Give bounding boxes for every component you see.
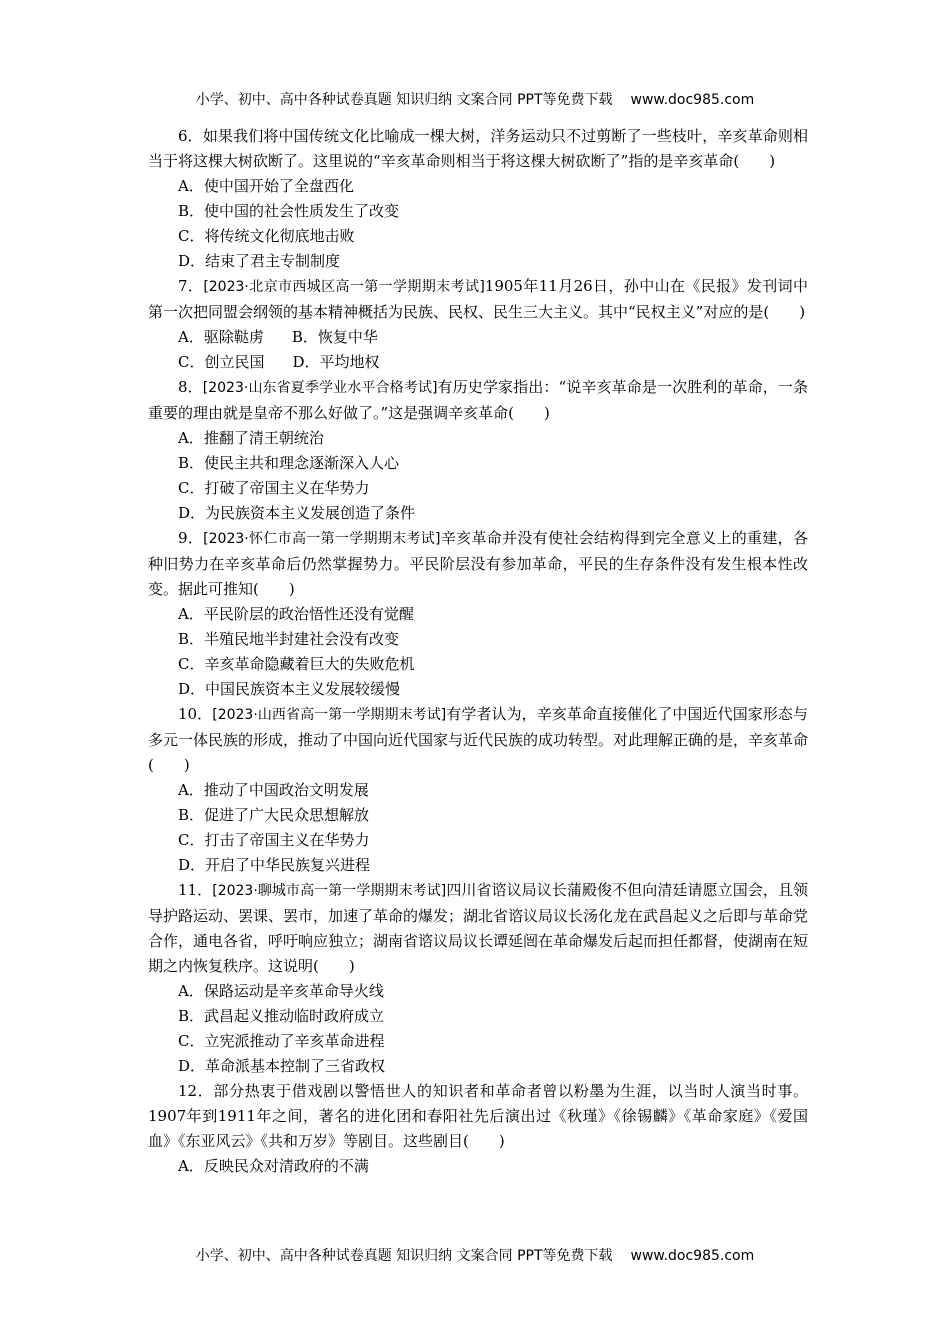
question-number: 10． [178, 705, 213, 723]
question-6 [148, 124, 808, 174]
option: C．立宪派推动了辛亥革命进程 [178, 1032, 385, 1050]
question-stem: 如果我们将中国传统文化比喻成一棵大树，洋务运动只不过剪断了一些枝叶，辛亥革命则相当于将这棵大树砍断了。这里说的“辛亥革命则相当于将这棵大树砍断了”指的是辛亥革命( ) [148, 127, 808, 170]
question-stem: 四川省谘议局议长蒲殿俊不但向清廷请愿立国会，且领导护路运动、罢课、罢市，加速了革命的爆发；湖北省谘议局议长汤化龙在武昌起义之后即与革命党合作，通电各省，呼吁响应独立；湖南省谘议局议长谭延闿在革命爆发后起而担任都督，使湖南在短期之内恢复秩序。这说明( ) [148, 881, 809, 975]
question-number: 9． [178, 529, 204, 547]
question-list [148, 124, 808, 1179]
option: A．保路运动是辛亥革命导火线 [178, 982, 384, 1000]
option: D．革命派基本控制了三省政权 [178, 1057, 386, 1075]
option: D．平均地权 [292, 353, 380, 371]
question-source: [2023·怀仁市高一第一学期期末考试] [203, 531, 441, 547]
question-source: [2023·聊城市高一第一学期期末考试] [212, 883, 447, 899]
option: B．武昌起义推动临时政府成立 [178, 1007, 385, 1025]
option: B．使中国的社会性质发生了改变 [178, 202, 400, 220]
option: C．打破了帝国主义在华势力 [178, 479, 370, 497]
option: A．驱除鞑虏 [178, 328, 264, 346]
header-url[interactable]: www.doc985.com [630, 92, 755, 108]
question-7 [148, 274, 808, 325]
option: C．辛亥革命隐藏着巨大的失败危机 [178, 655, 415, 673]
option: B．恢复中华 [291, 328, 378, 346]
question-stem: 部分热衷于借戏剧以警悟世人的知识者和革命者曾以粉墨为生涯，以当时人演当时事。 1907年到1911年之间，著名的进化团和春阳社先后演出过《秋瑾》《徐锡麟》《革命家庭》《爱国血》《东亚风云》《共和万岁》等剧目。这些剧目( ) [148, 1082, 808, 1150]
option: A．使中国开始了全盘西化 [178, 177, 354, 195]
option-row [148, 350, 808, 375]
option: C．打击了帝国主义在华势力 [178, 831, 370, 849]
option: A．推动了中国政治文明发展 [178, 781, 369, 799]
question-number: 7． [178, 277, 204, 295]
footer-url[interactable]: www.doc985.com [630, 1248, 755, 1264]
question-number: 8． [178, 378, 203, 396]
question-source: [2023·北京市西城区高一第一学期期末考试] [203, 279, 485, 295]
option-row [148, 325, 808, 350]
question-10 [148, 702, 808, 778]
question-number: 12． [178, 1082, 214, 1100]
option: D．结束了君主专制制度 [178, 252, 341, 270]
page-header [0, 89, 950, 109]
option: D．为民族资本主义发展创造了条件 [178, 504, 416, 522]
option: D．开启了中华民族复兴进程 [178, 856, 371, 874]
option: A．推翻了清王朝统治 [178, 429, 324, 447]
question-stem: 1905年11月26日，孙中山在《民报》发刊词中第一次把同盟会纲领的基本精神概括为民族、民权、民生三大主义。其中“民权主义”对应的是( ) [148, 277, 808, 321]
option: C．创立民国 [178, 353, 265, 371]
header-text: 小学、初中、高中各种试卷真题 知识归纳 文案合同 PPT等免费下载 [195, 92, 613, 108]
question-12 [148, 1079, 808, 1154]
question-number: 11． [178, 881, 213, 899]
option: B．使民主共和理念逐渐深入人心 [178, 454, 400, 472]
question-stem: 辛亥革命并没有使社会结构得到完全意义上的重建，各种旧势力在辛亥革命后仍然掌握势力。平民阶层没有参加革命，平民的生存条件没有发生根本性改变。据此可推知( ) [148, 529, 808, 598]
question-number: 6． [178, 127, 203, 145]
option: A．反映民众对清政府的不满 [178, 1157, 369, 1175]
option: C．将传统文化彻底地击败 [178, 227, 355, 245]
question-source: [2023·山西省高一第一学期期末考试] [212, 707, 447, 723]
page-footer [0, 1245, 950, 1265]
option: D．中国民族资本主义发展较缓慢 [178, 680, 401, 698]
question-9 [148, 526, 808, 602]
question-11 [148, 878, 808, 979]
option: A．平民阶层的政治悟性还没有觉醒 [178, 605, 414, 623]
question-stem: 有学者认为，辛亥革命直接催化了中国近代国家形态与多元一体民族的形成，推动了中国向近代国家与近代民族的成功转型。对此理解正确的是，辛亥革命( ) [148, 705, 809, 774]
footer-text: 小学、初中、高中各种试卷真题 知识归纳 文案合同 PPT等免费下载 [195, 1248, 613, 1264]
question-source: [2023·山东省夏季学业水平合格考试] [202, 380, 438, 396]
option: B．促进了广大民众思想解放 [178, 806, 370, 824]
option: B．半殖民地半封建社会没有改变 [178, 630, 400, 648]
question-stem: 有历史学家指出：“说辛亥革命是一次胜利的革命，一条重要的理由就是皇帝不那么好做了。”这是强调辛亥革命( ) [148, 378, 808, 422]
question-8 [148, 375, 808, 426]
